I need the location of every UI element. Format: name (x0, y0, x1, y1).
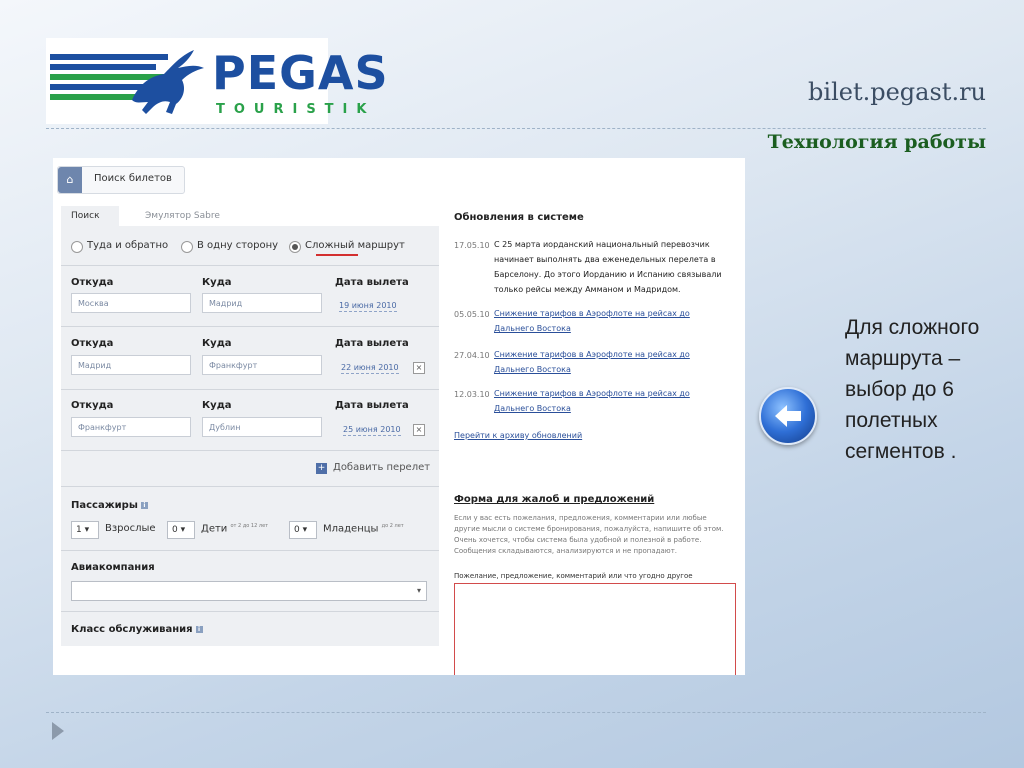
breadcrumb-label: Поиск билетов (94, 173, 172, 184)
complex-route-label: Сложный маршрут (305, 240, 405, 251)
to-header: Куда (202, 338, 232, 349)
roundtrip-label: Туда и обратно (87, 240, 169, 251)
news-link[interactable]: Снижение тарифов в Аэрофлоте на рейсах до Дальнего Востока (494, 309, 690, 333)
back-button[interactable] (759, 387, 817, 445)
news-link[interactable]: Снижение тарифов в Аэрофлоте на рейсах до Дальнего Востока (494, 389, 690, 413)
infants-value: 0 (294, 525, 300, 535)
brand-name: PEGAS (212, 46, 389, 100)
remove-segment-button[interactable]: × (413, 362, 425, 374)
news-date: 12.03.10 (454, 390, 490, 399)
feedback-field-label: Пожелание, предложение, комментарий или что угодно другое (454, 572, 693, 580)
oneway-label: В одну сторону (197, 240, 279, 251)
children-select[interactable]: 0 ▾ (167, 521, 195, 539)
divider (61, 326, 439, 327)
to-input[interactable]: Франкфурт (202, 355, 322, 375)
booking-screenshot (53, 158, 745, 675)
passengers-title (71, 500, 148, 511)
date-picker[interactable]: 25 июня 2010 (343, 425, 401, 434)
infants-label (323, 523, 404, 534)
feedback-title: Форма для жалоб и предложений (454, 494, 655, 505)
breadcrumb[interactable] (57, 166, 185, 194)
site-url: bilet.pegast.ru (808, 78, 986, 106)
tab-sabre-emulator[interactable]: Эмулятор Sabre (145, 211, 220, 221)
children-label (201, 523, 268, 534)
red-underline (316, 254, 358, 256)
service-class-title (71, 624, 203, 635)
radio-complex-route[interactable] (289, 241, 301, 253)
next-slide-icon[interactable] (52, 722, 64, 740)
divider (61, 265, 439, 266)
divider (61, 450, 439, 451)
to-input[interactable]: Мадрид (202, 293, 322, 313)
service-class-title-text: Класс обслуживания (71, 624, 193, 635)
arrow-left-icon (761, 389, 815, 443)
from-header: Откуда (71, 277, 114, 288)
date-header: Дата вылета (335, 400, 409, 411)
adults-label: Взрослые (105, 523, 156, 534)
brand-subtitle: TOURISTIK (216, 102, 376, 117)
to-input[interactable]: Дублин (202, 417, 322, 437)
adults-select[interactable]: 1 ▾ (71, 521, 99, 539)
adults-value: 1 (76, 525, 82, 535)
radio-roundtrip[interactable] (71, 241, 83, 253)
news-link[interactable]: Снижение тарифов в Аэрофлоте на рейсах до Дальнего Востока (494, 350, 690, 374)
infants-label-text: Младенцы (323, 523, 379, 535)
pegas-logo (46, 38, 389, 124)
infants-age-hint: до 2 лет (381, 523, 404, 529)
archive-link[interactable]: Перейти к архиву обновлений (454, 431, 583, 440)
divider (61, 486, 439, 487)
feedback-textarea[interactable] (454, 583, 736, 675)
to-header: Куда (202, 277, 232, 288)
tab-search[interactable]: Поиск (61, 206, 119, 226)
add-flight-link[interactable]: Добавить перелет (333, 462, 431, 473)
infants-select[interactable]: 0 ▾ (289, 521, 317, 539)
from-header: Откуда (71, 338, 114, 349)
news-date: 17.05.10 (454, 241, 490, 250)
plus-icon[interactable]: + (317, 463, 326, 473)
airline-title: Авиакомпания (71, 562, 155, 573)
divider (61, 389, 439, 390)
page-title: Технология работы (767, 131, 986, 153)
children-age-hint: от 2 до 12 лет (230, 523, 269, 529)
info-icon[interactable]: i (196, 626, 203, 633)
from-input[interactable]: Франкфурт (71, 417, 191, 437)
from-header: Откуда (71, 400, 114, 411)
divider (46, 712, 986, 713)
remove-segment-button[interactable]: × (413, 424, 425, 436)
home-icon[interactable]: ⌂ (58, 167, 82, 193)
airline-select[interactable] (71, 581, 427, 601)
children-value: 0 (172, 525, 178, 535)
date-header: Дата вылета (335, 277, 409, 288)
route-note: Для сложного маршрута – выбор до 6 полетных сегментов . (845, 316, 980, 463)
divider (61, 550, 439, 551)
date-picker[interactable]: 22 июня 2010 (341, 363, 399, 372)
search-form (61, 226, 439, 646)
chevron-down-icon: ▾ (416, 586, 421, 595)
date-picker[interactable]: 19 июня 2010 (339, 301, 397, 310)
news-date: 05.05.10 (454, 310, 490, 319)
news-text: С 25 марта иорданский национальный перевозчик начинает выполнять два еженедельных перелета в Барселону. До этого Иорданию и Испанию связывали только рейсы между Амманом и Мадридом. (494, 240, 722, 294)
news-date: 27.04.10 (454, 351, 490, 360)
date-header: Дата вылета (335, 338, 409, 349)
to-header: Куда (202, 400, 232, 411)
passengers-title-text: Пассажиры (71, 500, 138, 511)
updates-title: Обновления в системе (454, 212, 584, 223)
feedback-description: Если у вас есть пожелания, предложения, комментарии или любые другие мысли о системе бронирования, пожалуйста, напишите об этом. Очень хочется, чтобы система была удобной и полезной в работе. Сообщения складываются, анализируются и не пропадают. (454, 514, 724, 555)
divider (61, 611, 439, 612)
from-input[interactable]: Мадрид (71, 355, 191, 375)
divider (46, 128, 986, 129)
children-label-text: Дети (201, 523, 228, 535)
radio-oneway[interactable] (181, 241, 193, 253)
pegasus-horse-icon (112, 42, 212, 118)
from-input[interactable]: Москва (71, 293, 191, 313)
info-icon[interactable]: i (141, 502, 148, 509)
